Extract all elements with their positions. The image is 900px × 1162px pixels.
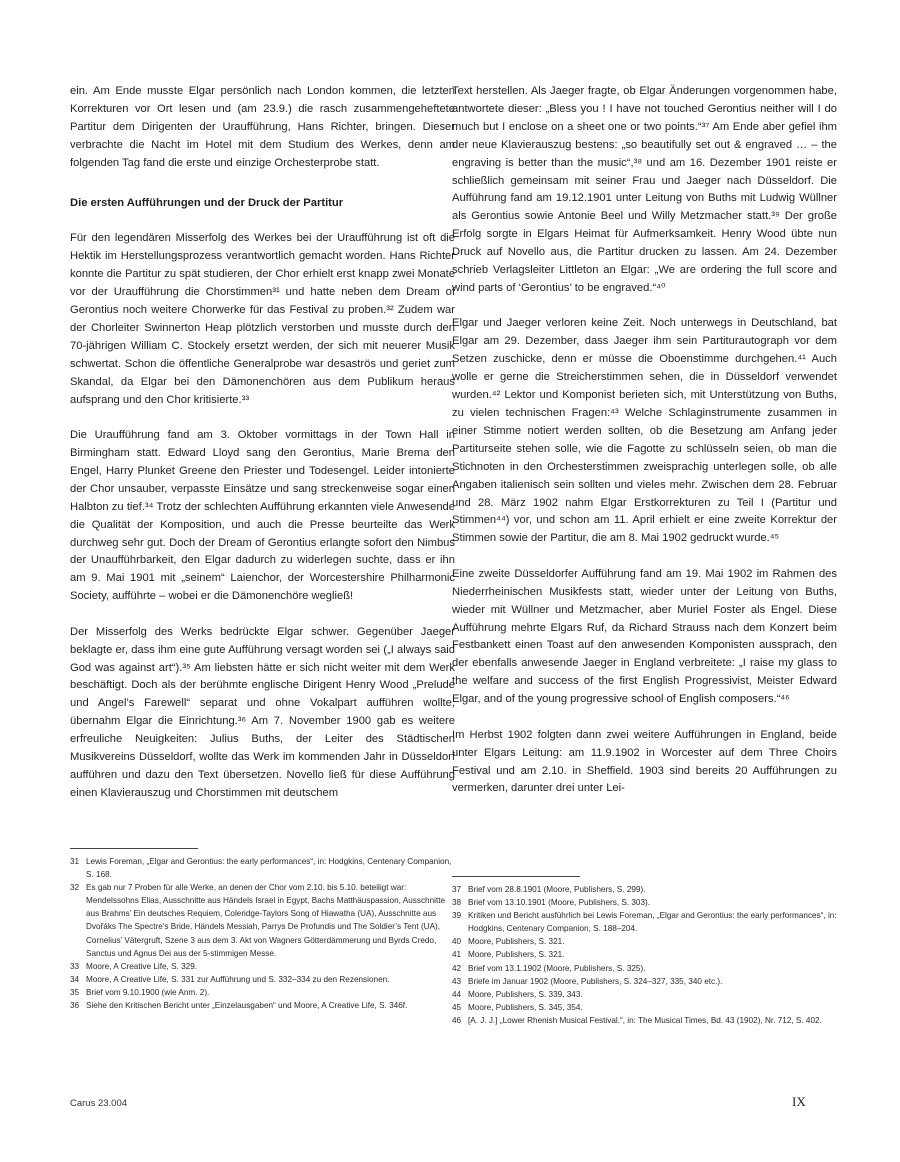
footnote — [70, 999, 455, 1012]
footnote-number: 31 — [70, 857, 80, 866]
footnote-number: 42 — [452, 963, 462, 973]
paragraph: Text herstellen. Als Jaeger fragte, ob Elgar Änderungen vorgenommen habe, antwortete dieser: „Bless you ! I have not touched Gerontius neither will I do much but I enclose on a sheet one or two points.“³⁷ Am Ende aber gefiel ihm der neue Klavierauszug bestens: „so beautifully set out & engraved … – the engraving is better than the music“,³⁸ und am 16. Dezember 1901 reiste er schließlich gemeinsam mit seiner Frau und Jaeger nach Düsseldorf. Die Aufführung fand am 19.12.1901 unter Leitung von Buths mit Ludwig Wüllner als Gerontius sowie Antonie Beel und Willy Metzmacher statt.³⁹ Der große Erfolg sorgte in Elgars Heimat für Aufmerksamkeit. Henry Wood übte nun Druck auf Novello aus, die Partitur drucken zu lassen. Am 24. Dezember schrieb Verlagsleiter Littleton an Elgar: „We are ordering the full score and wind parts of ‘Gerontius’ to be engraved.“⁴⁰ — [452, 85, 837, 294]
paragraph: Eine zweite Düsseldorfer Aufführung fand am 19. Mai 1902 im Rahmen des Niederrheinischen Musikfests statt, wieder unter der Leitung von Buths, wieder mit Wüllner und Metzmacher, aber Muriel Foster als Engel. Diese Aufführung mehrte Elgars Ruf, da Richard Strauss nach dem Konzert beim Festbankett einen Toast auf den anwesenden Komponisten aussprach, den der ebenfalls anwesende Jaeger in England verbreitete: „I raise my glass to the welfare and success of the first English Progressivist, Meister Edward Elgar, and of the young progressive school of English composers.“⁴⁶ — [452, 567, 837, 706]
footnote-number: 37 — [452, 885, 462, 894]
footnote — [452, 975, 837, 988]
footnote — [452, 883, 837, 896]
paragraph: Der Misserfolg des Werks bedrückte Elgar schwer. Gegenüber Jaeger beklagte er, dass ihm eine gute Aufführung versagt worden sei („I always said God was against art“).³⁵ Am liebsten hätte er sich nicht weiter mit dem Werk beschäftigt. Doch als der berühmte englische Dirigent Henry Wood „Prelude und Angel’s Farewell“ separat und ohne Vokalpart aufführen wollte, übernahm Elgar die Einrichtung.³⁶ Am 7. November 1900 gab es weitere erfreuliche Neuigkeiten: Julius Buths, der Leiter des Städtischen Musikvereins Düsseldorf, wollte das Werk im kommenden Jahr in Düsseldorf aufführen und dazu den Text übersetzen. Novello ließ für diese Aufführung einen Klavierauszug und Chorstimmen mit deutschem — [70, 625, 455, 799]
footnote-number: 32 — [70, 883, 80, 893]
footnote — [70, 986, 455, 999]
footnote-text: Lewis Foreman, „Elgar and Gerontius: the early performances“, in: Hodgkins, Centenary Companion, S. 168. — [86, 857, 452, 880]
footnote-text: Moore, Publishers, S. 345, 354. — [468, 1002, 583, 1012]
footnote-text: Brief vom 13.1.1902 (Moore, Publishers, S. 325). — [468, 963, 646, 973]
footnotes-right — [452, 876, 837, 1027]
paragraph: Im Herbst 1902 folgten dann zwei weitere Aufführungen in England, beide unter Elgars Leitung: am 11.9.1902 in Worcester auf dem Three Choirs Festival und am 2.10. in Sheffield. 1903 sind bereits 20 Aufführungen zu vermerken, darunter drei unter Lei- — [452, 728, 837, 795]
footnote — [452, 988, 837, 1001]
footnote-divider — [70, 848, 198, 849]
footnote — [452, 948, 837, 961]
footnote-text: Brief vom 13.10.1901 (Moore, Publishers, S. 303). — [468, 898, 651, 908]
page-number: IX — [792, 1094, 806, 1109]
footnote — [452, 909, 837, 935]
footnote-text: Moore, Publishers, S. 321. — [468, 950, 565, 960]
footnote-number: 36 — [70, 1001, 80, 1011]
footnote-text: Brief vom 28.8.1901 (Moore, Publishers, S. 299). — [468, 885, 646, 894]
footnote — [452, 896, 837, 909]
footnote-text: Moore, A Creative Life, S. 331 zur Aufführung und S. 332–334 zu den Rezensionen. — [86, 974, 390, 984]
footnote-number: 34 — [70, 974, 80, 984]
footnotes-left — [70, 848, 455, 1012]
footnote — [70, 855, 455, 881]
footnote-text: Moore, Publishers, S. 321. — [468, 937, 565, 947]
footnote-divider — [452, 876, 580, 877]
footnote — [70, 973, 455, 986]
paragraph: Die Uraufführung fand am 3. Oktober vormittags in der Town Hall in Birmingham statt. Edward Lloyd sang den Gerontius, Marie Brema den Engel, Harry Plunket Greene den Priester und Todesengel. Leider intonierte der Chor unsauber, verpasste Einsätze und sang streckenweise sogar einen Halbton zu tief.³⁴ Trotz der schlechten Aufführung erkannten viele Anwesende die Qualität der Komposition, und auch die Presse beurteilte das Werk durchweg sehr gut. Doch der Dream of Gerontius erlangte sofort den Nimbus der Unaufführbarkeit, den Elgar dadurch zu widerlegen suchte, dass er ihn am 9. Mai 1901 mit „seinem“ Laienchor, der Worcestershire Philharmonic Society, aufführte – wobei er die Dämonenchöre wegließ! — [70, 429, 455, 603]
footnote-text: Kritiken und Bericht ausführlich bei Lewis Foreman, „Elgar and Gerontius: the early performances“, in: Hodgkins, Centenary Companion, S. 188–204. — [468, 911, 837, 934]
footnote — [452, 1001, 837, 1014]
footnote — [452, 1014, 837, 1027]
paragraph: Für den legendären Misserfolg des Werkes bei der Uraufführung ist oft die Hektik im Herstellungsprozess verantwortlich gemacht worden. Hans Richter konnte die Partitur zu spät studieren, der Chor erhielt erst knapp zwei Monate vor der Uraufführung die Chorstimmen³¹ und hatte neben dem Dream of Gerontius noch weitere Chorwerke für das Festival zu proben.³² Zudem war der Chorleiter Swinnerton Heap plötzlich verstorben und musste durch den 70-jährigen William C. Stockely ersetzt werden, der sich mit neuerer Musik schwertat. Schon die öffentliche Generalprobe war desaströs und geriet zum Skandal, da Elgar bei den Dämonenchören aus dem Publikum heraus aufsprang und den Chor kritisierte.³³ — [70, 232, 455, 406]
footnote-text: Es gab nur 7 Proben für alle Werke, an denen der Chor vom 2.10. bis 5.10. beteiligt war: Mendelssohns Elias, Ausschnitte aus Händels Israel in Egypt, Bachs Matthäuspassion, Ausschnitte aus Brahms’ Ein deutsches Requiem, Coleridge-Taylors Song of Hiawatha (UA), Ausschnitte aus Dvořáks The Spectre’s Bride, Händels Messiah, Parrys De Profundis und The Soldier’s Tent (UA), Cornelius’ Vätergruft, Szene 3 aus dem 3. Akt von Wagners Götterdämmerung und Byrds Credo, Sanctus und Agnus Dei aus der 5-stimmigen Messe. — [86, 883, 446, 958]
footnote-number: 35 — [70, 987, 80, 997]
paragraph: ein. Am Ende musste Elgar persönlich nach London kommen, die letzten Korrekturen vor Ort lesen und (am 23.9.) die rasch zusammengeheftete Partitur dem Dirigenten der Uraufführung, Hans Richter, bringen. Dieser verbrachte die Nacht im Hotel mit dem Studium des Werkes, denn am folgenden Tag fand die erste und einzige Orchesterprobe statt. — [70, 85, 455, 169]
footnote-number: 40 — [452, 937, 462, 947]
right-column — [452, 83, 837, 816]
footnote-number: 44 — [452, 989, 462, 999]
footnote-text: [A. J. J.] „Lower Rhenish Musical Festival.“, in: The Musical Times, Bd. 43 (1902), Nr. 712, S. 402. — [468, 1015, 822, 1025]
footnote-number: 45 — [452, 1002, 462, 1012]
footnote-text: Brief vom 9.10.1900 (wie Anm. 2). — [86, 987, 210, 997]
footnote-number: 43 — [452, 976, 462, 986]
footnote-number: 39 — [452, 911, 462, 921]
footnote-text: Briefe im Januar 1902 (Moore, Publishers, S. 324–327, 335, 340 etc.). — [468, 976, 723, 986]
footnote-number: 46 — [452, 1015, 462, 1025]
footnote-text: Siehe den Kritischen Bericht unter „Einzelausgaben“ und Moore, A Creative Life, S. 346f. — [86, 1001, 408, 1011]
footnote-number: 38 — [452, 898, 462, 908]
footnote — [452, 962, 837, 975]
footnote-text: Moore, Publishers, S. 339, 343. — [468, 989, 583, 999]
footnote — [70, 960, 455, 973]
publisher-reference: Carus 23.004 — [70, 1098, 128, 1109]
footnote-number: 41 — [452, 950, 462, 960]
section-heading: Die ersten Aufführungen und der Druck der Partitur — [70, 196, 344, 209]
footnote-text: Moore, A Creative Life, S. 329. — [86, 961, 198, 971]
footnote — [70, 881, 455, 960]
footnote — [452, 935, 837, 948]
footnote-number: 33 — [70, 961, 80, 971]
paragraph: Elgar und Jaeger verloren keine Zeit. Noch unterwegs in Deutschland, bat Elgar am 29. Dezember, dass Jaeger ihm sein Partiturautograph vor dem Setzen zuschicke, denn er müsse die Oboenstimme durchgehen.⁴¹ Auch wolle er gerne die Streicherstimmen sehen, die in Düsseldorf verwendet wurden.⁴² Lektor und Komponist berieten sich, mit Unterstützung von Buths, zu vielen technischen Fragen:⁴³ Welche Schlaginstrumente zusammen in einer Stimme notiert werden sollten, ob die Besetzung am Anfang jeder Partiturseite stehen solle, wie die Fagotte zu schlüsseln seien, ob man die Stichnoten in den Orchesterstimmen zweisprachig unterlegen solle, ob alle Angaben italienisch sein sollten und vieles mehr. Zwischen dem 28. Februar und 28. März 1902 nahm Elgar Erstkorrekturen zu Teil I (Partitur und Stimmen⁴⁴) vor, und schon am 11. April erhielt er eine zweite Korrektur der Stimmen sowie der Partitur, die am 8. Mai 1902 gedruckt wurde.⁴⁵ — [452, 317, 837, 545]
left-column — [70, 83, 455, 820]
